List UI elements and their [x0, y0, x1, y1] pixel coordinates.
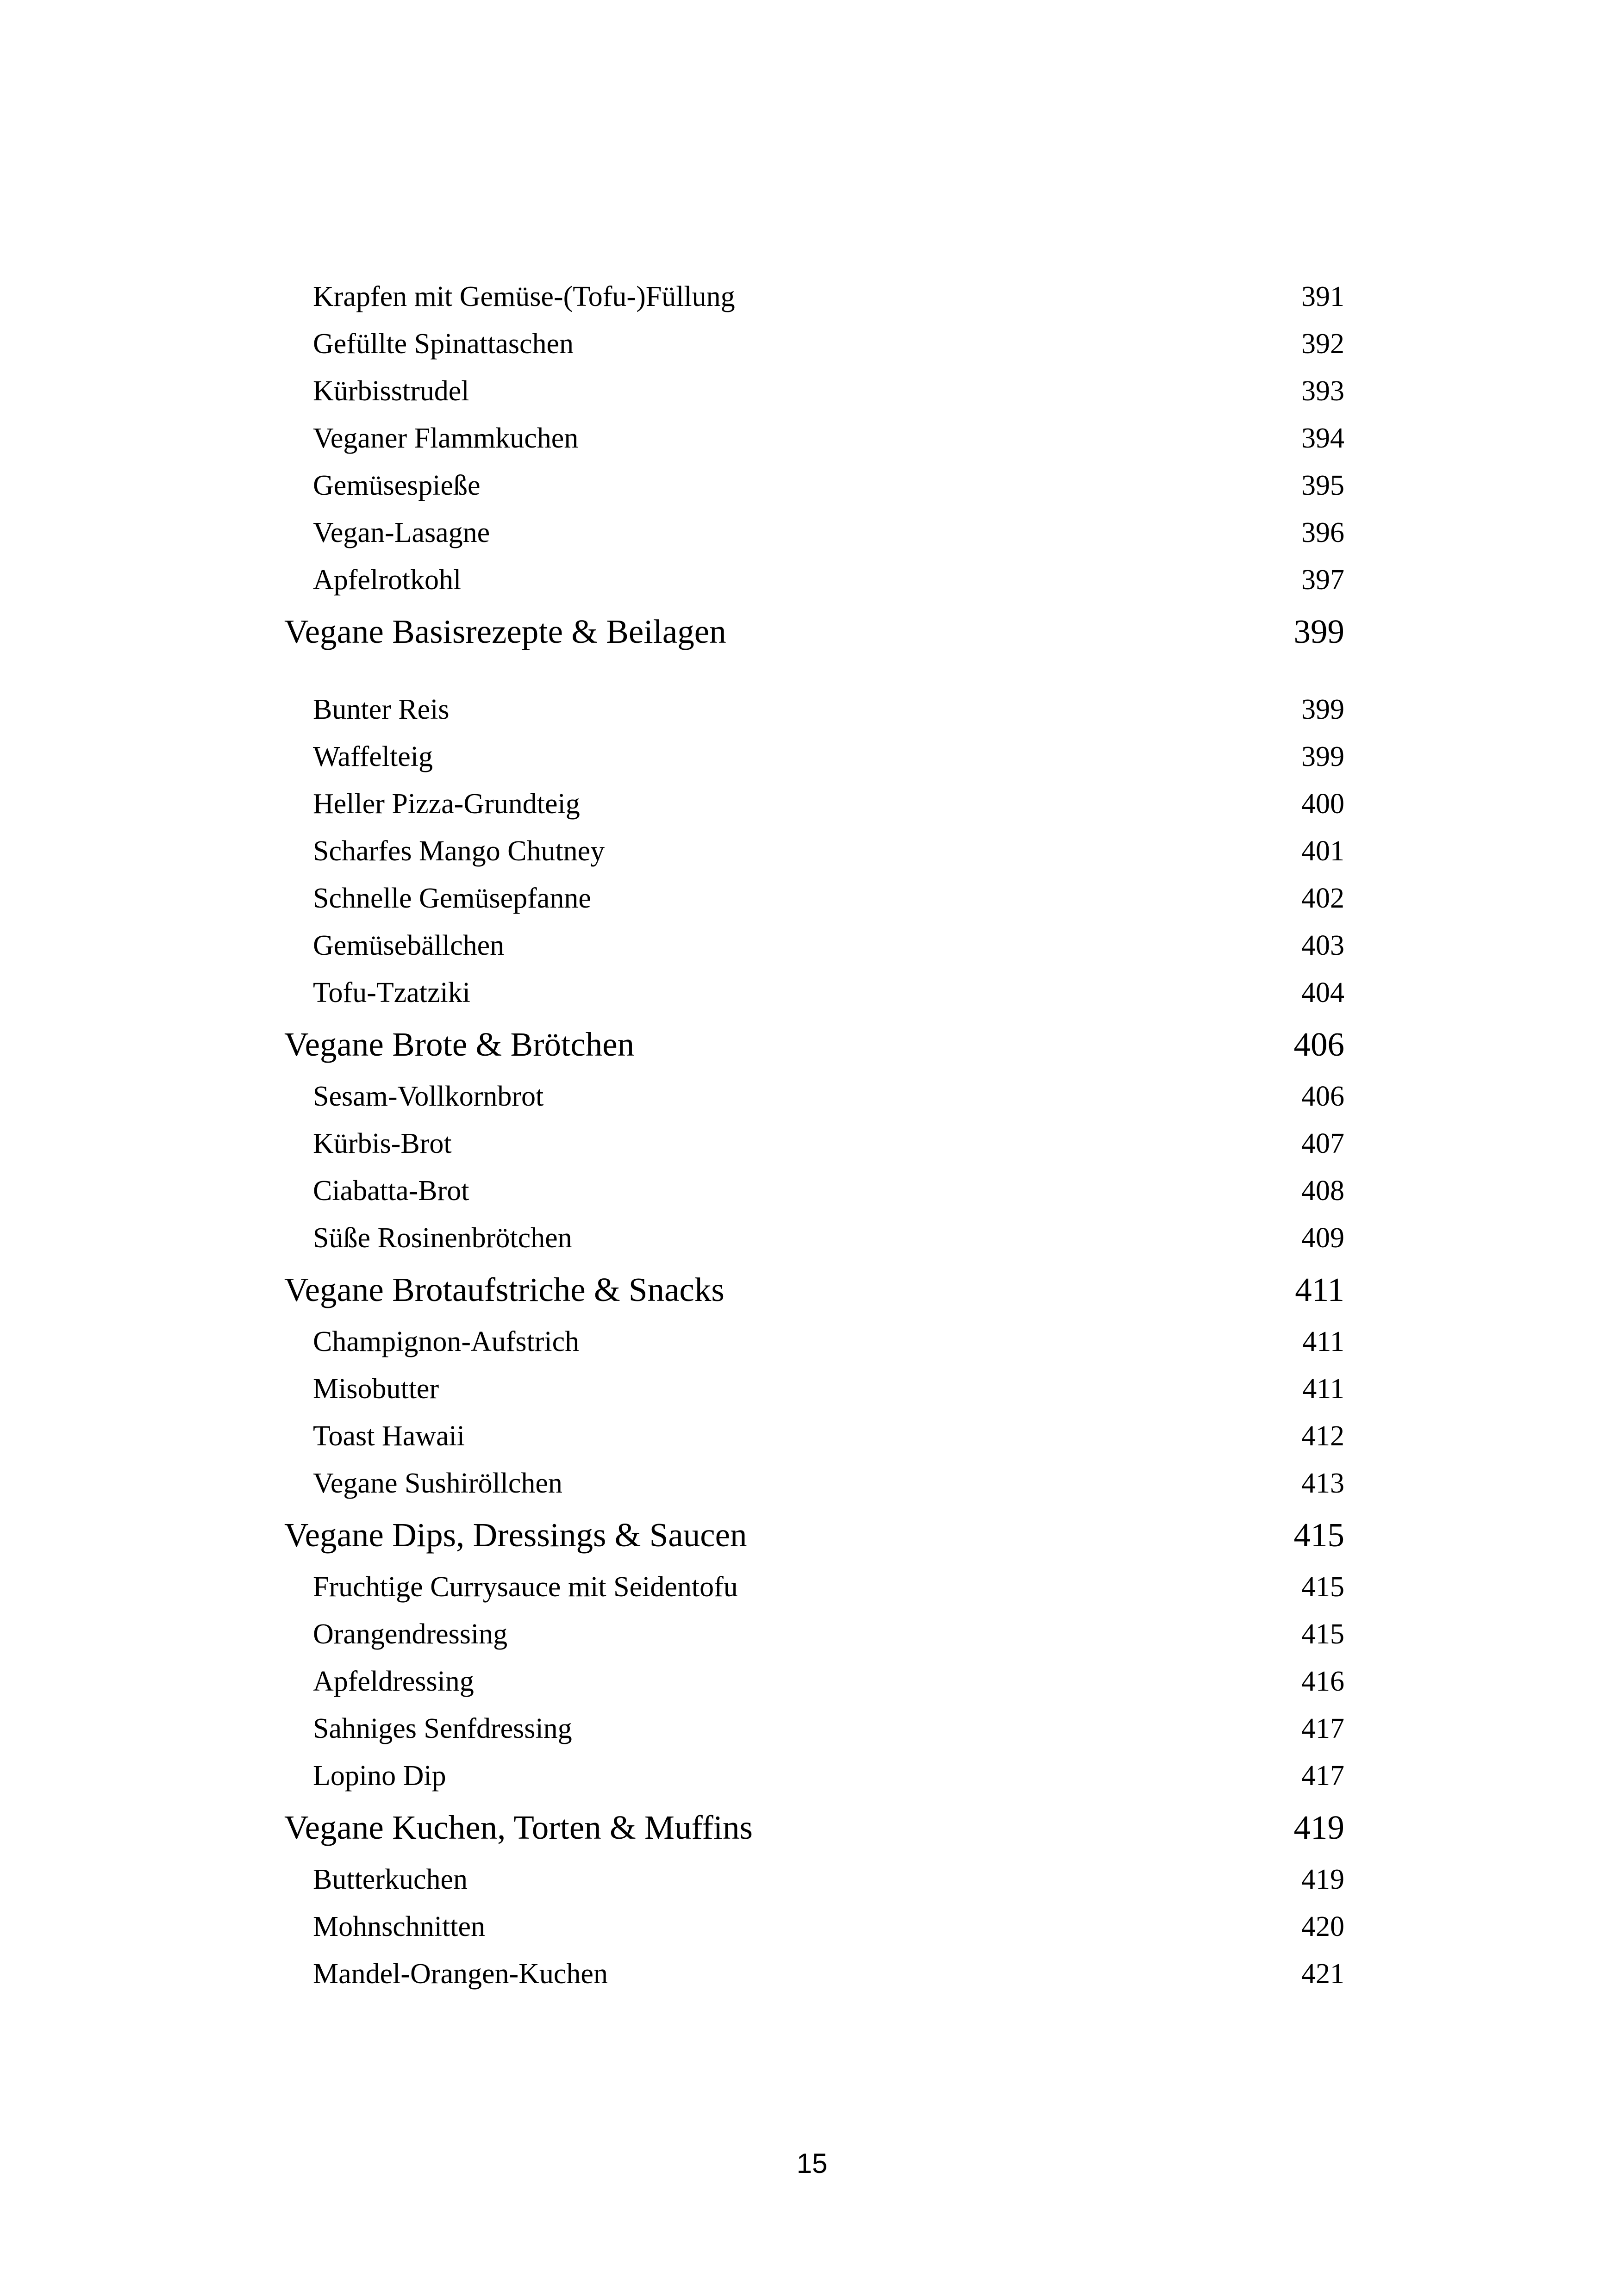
toc-entry-page: 413 — [1301, 1468, 1344, 1499]
toc-entry[interactable] — [284, 875, 1344, 922]
toc-entry-page: 415 — [1301, 1571, 1344, 1603]
toc-entry-page: 397 — [1301, 564, 1344, 596]
toc-entry-title: Ciabatta-Brot — [313, 1175, 469, 1207]
toc-entry-page: 415 — [1301, 1618, 1344, 1650]
toc-chapter — [284, 1016, 1344, 1262]
toc-chapter-title: Vegane Kuchen, Torten & Muffins — [284, 1809, 753, 1846]
toc-entry-page: 411 — [1302, 1326, 1344, 1357]
toc-entry-title: Sahniges Senfdressing — [313, 1713, 572, 1744]
toc-entry-title: Toast Hawaii — [313, 1420, 465, 1452]
toc-chapter-title: Vegane Brote & Brötchen — [284, 1026, 635, 1063]
toc-entry-page: 400 — [1301, 788, 1344, 820]
toc-entry-title: Gemüsebällchen — [313, 930, 505, 961]
toc-entry[interactable] — [284, 273, 1344, 320]
toc-entry-page: 407 — [1301, 1128, 1344, 1159]
toc-entry-title: Krapfen mit Gemüse-(Tofu-)Füllung — [313, 281, 735, 312]
toc-entry[interactable] — [284, 367, 1344, 415]
toc-entry[interactable] — [284, 1365, 1344, 1412]
toc-entry-title: Lopino Dip — [313, 1760, 446, 1792]
toc-entry[interactable] — [284, 922, 1344, 969]
toc-entry-title: Fruchtige Currysauce mit Seidentofu — [313, 1571, 738, 1603]
toc-entry-page: 404 — [1301, 977, 1344, 1008]
toc-entry-page: 392 — [1301, 328, 1344, 360]
toc-entry-title: Gefüllte Spinattaschen — [313, 328, 574, 360]
toc-entry-page: 417 — [1301, 1713, 1344, 1744]
toc-entry-page: 412 — [1301, 1420, 1344, 1452]
toc-entry-title: Schnelle Gemüsepfanne — [313, 883, 591, 914]
toc-chapter-title: Vegane Basisrezepte & Beilagen — [284, 613, 726, 650]
toc-entry-page: 406 — [1301, 1081, 1344, 1112]
toc-chapter — [284, 1262, 1344, 1507]
toc-entry-title: Misobutter — [313, 1373, 439, 1405]
toc-entry-page: 409 — [1301, 1222, 1344, 1254]
toc-entry-title: Mandel-Orangen-Kuchen — [313, 1958, 608, 1990]
toc-entry-title: Butterkuchen — [313, 1864, 468, 1895]
toc-chapter-page: 406 — [1293, 1026, 1344, 1063]
toc-entry[interactable] — [284, 1658, 1344, 1705]
toc-entry-page: 419 — [1301, 1864, 1344, 1895]
toc-chapter-page: 415 — [1293, 1516, 1344, 1554]
toc-entry[interactable] — [284, 1167, 1344, 1214]
toc-entry-title: Kürbis-Brot — [313, 1128, 452, 1159]
toc-entry-page: 391 — [1301, 281, 1344, 312]
toc-entry-title: Veganer Flammkuchen — [313, 423, 579, 454]
toc-lead-group — [284, 273, 1344, 604]
toc-entry-title: Tofu-Tzatziki — [313, 977, 470, 1008]
toc-entry-page: 421 — [1301, 1958, 1344, 1990]
toc-chapter-page: 411 — [1295, 1271, 1344, 1308]
toc-entry-page: 420 — [1301, 1911, 1344, 1942]
toc-entry-title: Champignon-Aufstrich — [313, 1326, 580, 1357]
toc-entry-page: 403 — [1301, 930, 1344, 961]
toc-entry[interactable] — [284, 1412, 1344, 1460]
toc-entry[interactable] — [284, 1120, 1344, 1167]
toc-entry-title: Süße Rosinenbrötchen — [313, 1222, 572, 1254]
toc-chapter-heading[interactable] — [284, 1262, 1344, 1318]
toc-chapter — [284, 1799, 1344, 1997]
toc-entry[interactable] — [284, 1903, 1344, 1950]
toc-entry[interactable] — [284, 733, 1344, 780]
toc-entry[interactable] — [284, 1563, 1344, 1611]
toc-entry[interactable] — [284, 1460, 1344, 1507]
toc-entry[interactable] — [284, 556, 1344, 604]
toc-chapter-page: 399 — [1293, 613, 1344, 650]
toc-entry-title: Heller Pizza-Grundteig — [313, 788, 580, 820]
toc-entry-page: 395 — [1301, 470, 1344, 501]
toc-chapter-heading[interactable] — [284, 1507, 1344, 1563]
toc-entry[interactable] — [284, 828, 1344, 875]
toc-entry[interactable] — [284, 509, 1344, 556]
toc-entry-title: Vegan-Lasagne — [313, 517, 490, 548]
toc-chapter — [284, 1507, 1344, 1799]
toc-entry-page: 417 — [1301, 1760, 1344, 1792]
toc-entry[interactable] — [284, 969, 1344, 1016]
toc-entry[interactable] — [284, 1073, 1344, 1120]
toc-entry-page: 396 — [1301, 517, 1344, 548]
toc-entry-title: Apfeldressing — [313, 1666, 474, 1697]
toc-entry-title: Kürbisstrudel — [313, 375, 469, 407]
toc-chapter-heading[interactable] — [284, 1799, 1344, 1856]
toc-entry[interactable] — [284, 1752, 1344, 1799]
toc-entry-title: Orangendressing — [313, 1618, 508, 1650]
toc-entry[interactable] — [284, 686, 1344, 733]
toc-entry[interactable] — [284, 1214, 1344, 1262]
toc-entry-page: 394 — [1301, 423, 1344, 454]
toc-chapter-page: 419 — [1293, 1809, 1344, 1846]
table-of-contents — [284, 273, 1344, 1997]
toc-entry-page: 402 — [1301, 883, 1344, 914]
toc-entry-page: 416 — [1301, 1666, 1344, 1697]
toc-chapter-heading[interactable] — [284, 1016, 1344, 1073]
toc-entry-title: Mohnschnitten — [313, 1911, 485, 1942]
toc-entry[interactable] — [284, 1611, 1344, 1658]
toc-entry[interactable] — [284, 1705, 1344, 1752]
toc-entry[interactable] — [284, 1856, 1344, 1903]
toc-entry-page: 393 — [1301, 375, 1344, 407]
toc-entry-title: Scharfes Mango Chutney — [313, 835, 605, 867]
toc-entry-title: Apfelrotkohl — [313, 564, 462, 596]
toc-entry[interactable] — [284, 415, 1344, 462]
toc-chapter — [284, 604, 1344, 1016]
toc-chapter-heading[interactable] — [284, 604, 1344, 660]
toc-entry[interactable] — [284, 1950, 1344, 1997]
toc-entry-page: 399 — [1301, 694, 1344, 725]
toc-chapter-title: Vegane Dips, Dressings & Saucen — [284, 1516, 747, 1554]
toc-entry-title: Sesam-Vollkornbrot — [313, 1081, 544, 1112]
toc-entry-page: 408 — [1301, 1175, 1344, 1207]
toc-entry[interactable] — [284, 780, 1344, 828]
toc-entry[interactable] — [284, 462, 1344, 509]
toc-chapter-title: Vegane Brotaufstriche & Snacks — [284, 1271, 725, 1308]
toc-entry-title: Vegane Sushiröllchen — [313, 1468, 562, 1499]
toc-entry-title: Gemüsespieße — [313, 470, 481, 501]
toc-entry-page: 399 — [1301, 741, 1344, 772]
toc-entry-page: 401 — [1301, 835, 1344, 867]
toc-entry[interactable] — [284, 320, 1344, 367]
toc-entry-title: Waffelteig — [313, 741, 433, 772]
toc-entry-page: 411 — [1302, 1373, 1344, 1405]
toc-entry[interactable] — [284, 1318, 1344, 1365]
toc-entry-title: Bunter Reis — [313, 694, 450, 725]
page-number: 15 — [796, 2148, 828, 2179]
